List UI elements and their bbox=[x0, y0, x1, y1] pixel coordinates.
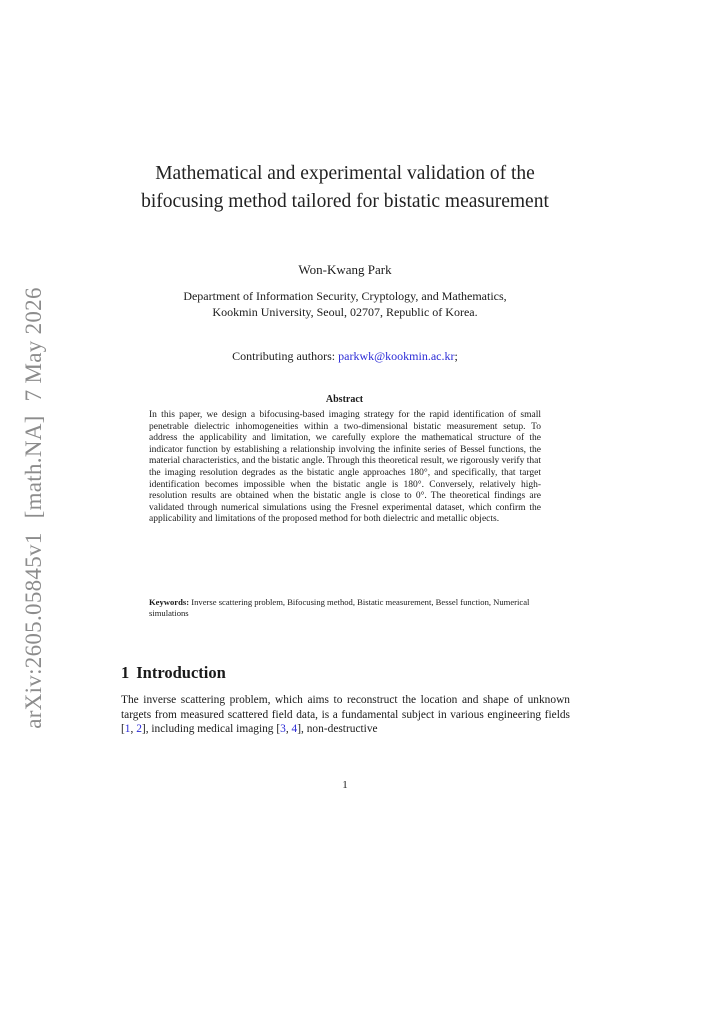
section-heading bbox=[121, 663, 226, 683]
intro-sep-1: , bbox=[130, 723, 137, 736]
citation-link[interactable]: 4 bbox=[291, 723, 298, 736]
affiliation-line-2: Kookmin University, Seoul, 02707, Republic of Korea. bbox=[212, 305, 478, 319]
intro-text-1: The inverse scattering problem, which aims to reconstruct the location and shape of unknown targets from measured scattered field data, is a fundamental subject in various engineering fields [ bbox=[121, 694, 570, 736]
intro-text-3: ], non-destructive bbox=[297, 723, 378, 736]
arxiv-identifier bbox=[21, 287, 47, 729]
arxiv-id: arXiv:2605.05845v1 bbox=[21, 532, 46, 729]
contributing-authors bbox=[120, 349, 570, 364]
contributing-suffix: ; bbox=[454, 349, 458, 363]
keywords-label: Keywords: bbox=[149, 597, 190, 607]
page-number: 1 bbox=[342, 779, 348, 791]
section-number: 1 bbox=[121, 663, 130, 682]
author-email-link[interactable]: parkwk@kookmin.ac.kr bbox=[338, 349, 455, 363]
citation-link[interactable]: 1 bbox=[124, 723, 131, 736]
arxiv-category: [math.NA] bbox=[21, 415, 46, 519]
keywords bbox=[149, 597, 541, 618]
affiliation bbox=[120, 288, 570, 320]
paper-title: Mathematical and experimental validation of the bifocusing method tailored for bistatic measurement bbox=[141, 163, 549, 212]
intro-text-2: ], including medical imaging [ bbox=[141, 723, 281, 736]
author-name: Won-Kwang Park bbox=[298, 262, 392, 277]
intro-paragraph bbox=[121, 693, 570, 737]
keywords-text: Inverse scattering problem, Bifocusing method, Bistatic measurement, Bessel function, Numerical simulations bbox=[149, 597, 530, 618]
citation-link[interactable]: 2 bbox=[136, 723, 142, 736]
citation-link[interactable]: 3 bbox=[280, 723, 286, 736]
abstract-heading: Abstract bbox=[325, 394, 364, 405]
intro-sep-2: , bbox=[285, 723, 292, 736]
affiliation-line-1: Department of Information Security, Cryptology, and Mathematics, bbox=[183, 289, 507, 303]
section-title: Introduction bbox=[136, 663, 226, 682]
arxiv-date: 7 May 2026 bbox=[21, 287, 46, 402]
contributing-label: Contributing authors: bbox=[232, 349, 336, 363]
abstract-text: In this paper, we design a bifocusing-based imaging strategy for the rapid identification of small penetrable dielectric inhomogeneities within a two-dimensional bistatic measurement setup. To address the applicability and limitation, we carefully explore the mathematical structure of the indicator function by establishing a relationship involving the infinite series of Bessel functions, the material characteristics, and the bistatic angle. Through this theoretical result, we rigorously verify that the imaging resolution degrades as the bistatic angle approaches 180°, and specifically, that target identification becomes impossible when the bistatic angle is 180°. Conversely, relatively high-resolution results are obtained when the bistatic angle is close to 0°. The theoretical findings are validated through numerical simulations using the Fresnel experimental dataset, which confirm the applicability and limitations of the proposed method for both dielectric and metallic objects. bbox=[149, 410, 541, 525]
